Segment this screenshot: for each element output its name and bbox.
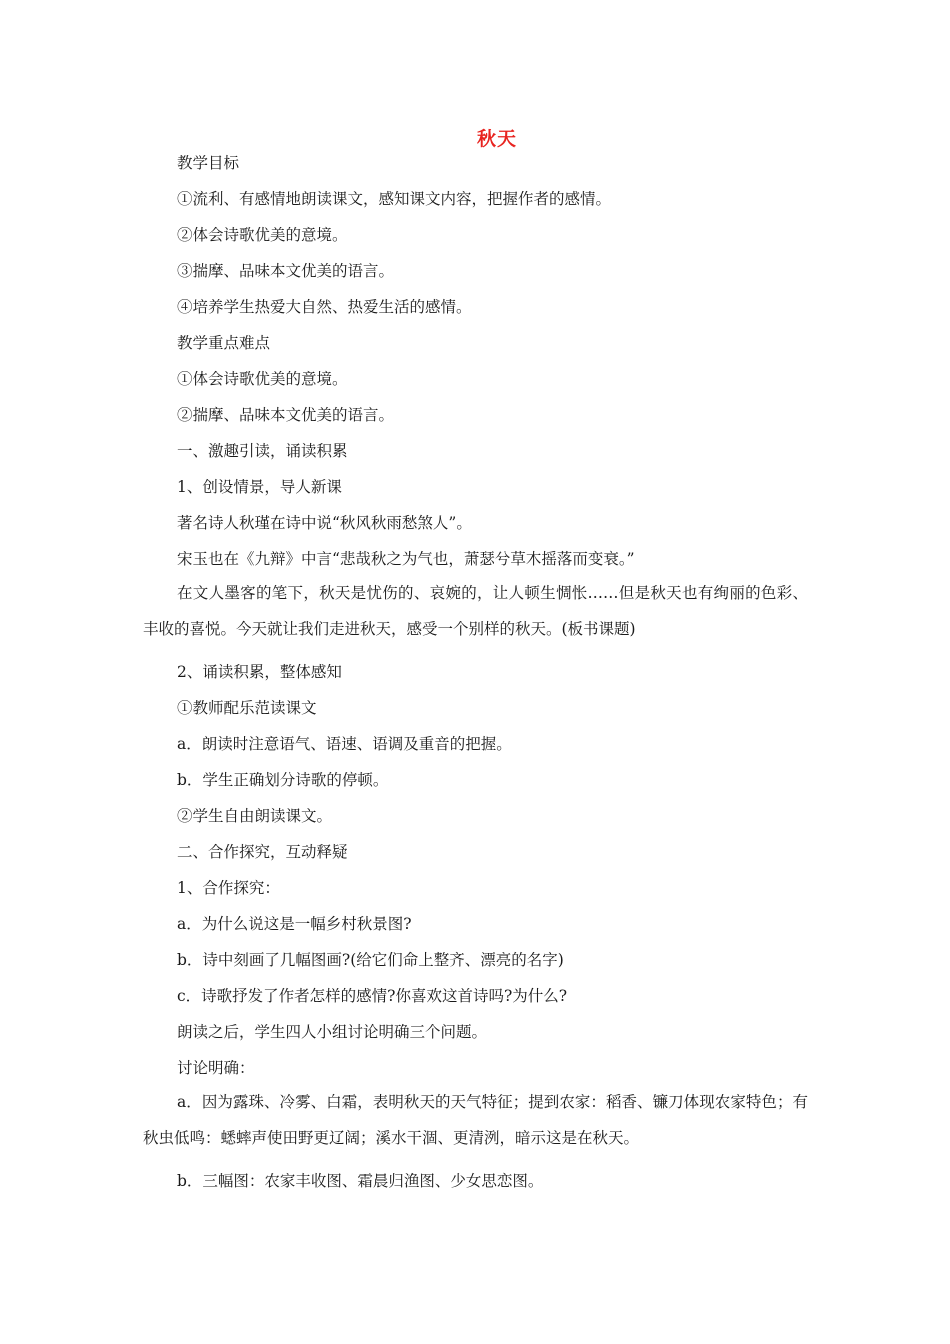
subsection-heading: 1、创设情景，导人新课 xyxy=(177,478,342,496)
section-heading-objectives: 教学目标 xyxy=(177,154,240,172)
objective-item: ④培养学生热爱大自然、热爱生活的感情。 xyxy=(177,298,472,316)
question-item: b．诗中刻画了几幅图画?(给它们命上整齐、漂亮的名字) xyxy=(177,951,564,969)
section-heading-part-two: 二、合作探究，互动释疑 xyxy=(177,843,348,861)
text-line: 著名诗人秋瑾在诗中说“秋风秋雨愁煞人”。 xyxy=(177,514,472,532)
objective-item: ③揣摩、品味本文优美的语言。 xyxy=(177,262,395,280)
section-heading-key-points: 教学重点难点 xyxy=(177,334,271,352)
text-line: b．学生正确划分诗歌的停顿。 xyxy=(177,771,389,789)
subsection-heading: 2、诵读积累，整体感知 xyxy=(177,663,342,681)
subsection-heading: 1、合作探究： xyxy=(177,879,280,897)
objective-item: ①流利、有感情地朗读课文，感知课文内容，把握作者的感情。 xyxy=(177,190,612,208)
text-line: 朗读之后，学生四人小组讨论明确三个问题。 xyxy=(177,1023,488,1041)
key-point-item: ②揣摩、品味本文优美的语言。 xyxy=(177,406,395,424)
objective-item: ②体会诗歌优美的意境。 xyxy=(177,226,348,244)
text-line: ①教师配乐范读课文 xyxy=(177,699,317,717)
question-item: c．诗歌抒发了作者怎样的感情?你喜欢这首诗吗?为什么? xyxy=(177,987,568,1005)
section-heading-part-one: 一、激趣引读，诵读积累 xyxy=(177,442,348,460)
question-item: a．为什么说这是一幅乡村秋景图? xyxy=(177,915,412,933)
answer-paragraph: a．因为露珠、冷雾、白霜，表明秋天的天气特征；提到农家：稻香、镰刀体现农家特色；有秋虫低鸣：蟋蟀声使田野更辽阔；溪水干涸、更清洌，暗示这是在秋天。 xyxy=(143,1093,808,1147)
document-title: 秋天 xyxy=(476,128,517,150)
text-line: 宋玉也在《九辩》中言“悲哉秋之为气也，萧瑟兮草木摇落而变衰。” xyxy=(177,550,635,568)
text-line: b．三幅图：农家丰收图、霜晨归渔图、少女思恋图。 xyxy=(177,1172,544,1190)
text-line: a．朗读时注意语气、语速、语调及重音的把握。 xyxy=(177,735,512,753)
intro-paragraph: 在文人墨客的笔下，秋天是忧伤的、哀婉的，让人顿生惆怅……但是秋天也有绚丽的色彩、丰收的喜悦。今天就让我们走进秋天，感受一个别样的秋天。(板书课题) xyxy=(143,584,808,638)
text-line: ②学生自由朗读课文。 xyxy=(177,807,333,825)
text-line: 讨论明确： xyxy=(177,1059,255,1077)
key-point-item: ①体会诗歌优美的意境。 xyxy=(177,370,348,388)
